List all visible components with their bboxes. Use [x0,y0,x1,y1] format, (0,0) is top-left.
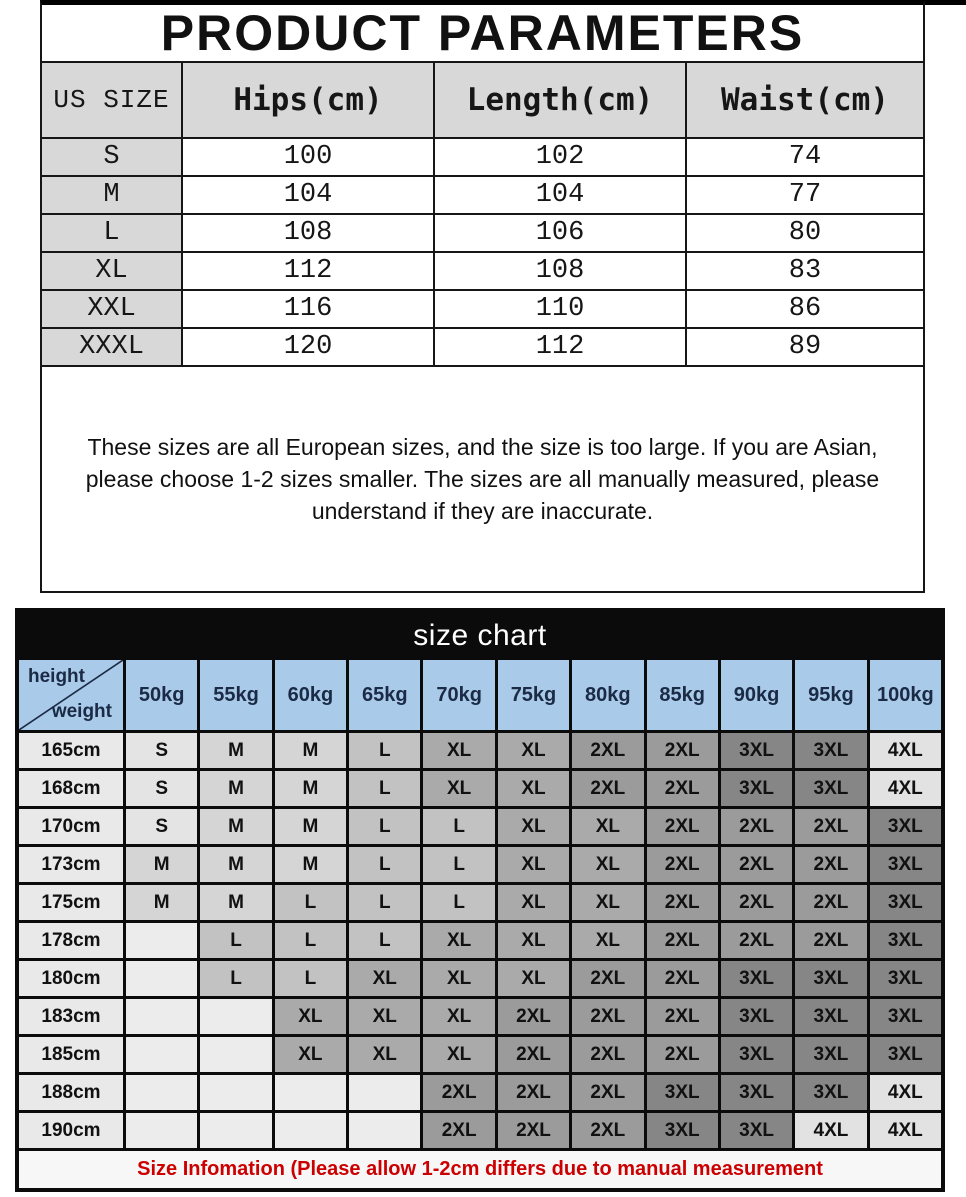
size-cell-empty [126,923,197,958]
weight-header-cell: 80kg [572,660,643,730]
height-cell: 190cm [19,1113,123,1148]
size-cell: 2XL [572,999,643,1034]
product-row-size-label: S [42,139,181,175]
size-cell: XL [498,733,569,768]
size-cell: XL [572,809,643,844]
size-cell: 3XL [721,1113,792,1148]
weight-header-cell: 90kg [721,660,792,730]
size-cell: M [275,771,346,806]
weight-header-cell: 100kg [870,660,941,730]
size-cell: 2XL [572,771,643,806]
height-cell: 173cm [19,847,123,882]
size-cell: 2XL [647,733,718,768]
size-cell: L [349,847,420,882]
size-cell-empty [200,999,271,1034]
size-cell: XL [498,847,569,882]
size-cell: 2XL [572,1075,643,1110]
size-cell: L [200,923,271,958]
size-cell: 2XL [721,885,792,920]
product-measurement-cell: 110 [435,291,685,327]
size-cell: 3XL [721,961,792,996]
size-cell: XL [275,1037,346,1072]
height-cell: 178cm [19,923,123,958]
weight-header-cell: 55kg [200,660,271,730]
size-cell: 2XL [647,1037,718,1072]
size-cell-empty [275,1075,346,1110]
size-cell-empty [126,999,197,1034]
size-cell: 2XL [647,923,718,958]
height-cell: 175cm [19,885,123,920]
size-cell: L [200,961,271,996]
size-cell: 4XL [795,1113,866,1148]
size-cell: 3XL [870,923,941,958]
size-cell: XL [498,771,569,806]
size-cell: M [200,847,271,882]
size-cell: 2XL [572,1113,643,1148]
size-cell: 3XL [795,961,866,996]
product-measurement-cell: 112 [183,253,433,289]
size-cell: 2XL [498,1037,569,1072]
size-cell: XL [423,1037,494,1072]
weight-label: weight [51,701,112,722]
product-measurement-cell: 77 [687,177,923,213]
size-cell: L [349,809,420,844]
size-cell: L [275,961,346,996]
size-cell: 3XL [795,1075,866,1110]
size-cell: 2XL [647,771,718,806]
size-cell: XL [498,809,569,844]
product-row-size-label: M [42,177,181,213]
size-cell-empty [200,1113,271,1148]
weight-header-cell: 60kg [275,660,346,730]
weight-header-cell: 75kg [498,660,569,730]
product-measurement-cell: 86 [687,291,923,327]
size-cell: 3XL [721,771,792,806]
size-note-area [42,367,923,591]
size-cell-empty [349,1113,420,1148]
size-cell: 2XL [572,733,643,768]
product-measurement-cell: 104 [183,177,433,213]
product-col-header-us-size: US SIZE [42,63,181,137]
size-cell: XL [498,923,569,958]
size-cell: 2XL [721,847,792,882]
size-cell: M [126,847,197,882]
size-cell: M [200,885,271,920]
product-measurement-cell: 89 [687,329,923,365]
size-cell: 4XL [870,733,941,768]
size-cell: L [423,847,494,882]
product-row-size-label: XXL [42,291,181,327]
size-cell: 2XL [423,1113,494,1148]
size-cell: 2XL [572,1037,643,1072]
product-col-header: Length(cm) [435,63,685,137]
size-cell: XL [349,999,420,1034]
product-measurement-cell: 102 [435,139,685,175]
size-cell: S [126,733,197,768]
product-measurement-cell: 100 [183,139,433,175]
product-measurement-cell: 108 [183,215,433,251]
size-cell-empty [200,1037,271,1072]
size-cell: XL [572,847,643,882]
size-cell: M [200,771,271,806]
size-cell: 2XL [721,809,792,844]
size-cell: XL [498,961,569,996]
size-cell: 2XL [647,961,718,996]
size-cell: L [423,885,494,920]
size-chart-footer-text: Size Infomation (Please allow 1-2cm differs due to manual measurement [137,1158,823,1180]
size-cell: L [349,885,420,920]
product-row-size-label: XXXL [42,329,181,365]
weight-header-cell: 70kg [423,660,494,730]
size-cell: 3XL [870,999,941,1034]
size-cell: S [126,809,197,844]
size-cell: L [275,885,346,920]
size-cell-empty [126,961,197,996]
size-cell: 2XL [721,923,792,958]
product-parameters-section [40,0,925,593]
height-cell: 165cm [19,733,123,768]
size-chart-section [15,608,945,1192]
size-cell: XL [349,1037,420,1072]
size-cell: 2XL [647,885,718,920]
weight-header-cell: 50kg [126,660,197,730]
size-cell: 3XL [795,771,866,806]
size-cell: L [349,771,420,806]
size-cell: 2XL [795,809,866,844]
height-cell: 180cm [19,961,123,996]
product-col-header: Hips(cm) [183,63,433,137]
height-cell: 185cm [19,1037,123,1072]
size-cell: 2XL [795,885,866,920]
size-cell: XL [498,885,569,920]
size-cell: 3XL [870,1037,941,1072]
product-col-header: Waist(cm) [687,63,923,137]
size-cell: 2XL [795,923,866,958]
size-cell: 2XL [795,847,866,882]
weight-header-cell: 65kg [349,660,420,730]
size-cell: 2XL [498,999,569,1034]
size-cell: M [126,885,197,920]
weight-header-cell: 85kg [647,660,718,730]
size-cell: XL [275,999,346,1034]
product-measurement-cell: 104 [435,177,685,213]
size-cell: 3XL [795,999,866,1034]
size-cell: XL [572,923,643,958]
size-cell-empty [126,1037,197,1072]
size-cell: XL [423,961,494,996]
size-cell-empty [200,1075,271,1110]
product-measurement-cell: 116 [183,291,433,327]
size-cell: 4XL [870,1113,941,1148]
product-measurement-cell: 120 [183,329,433,365]
size-cell: 3XL [795,1037,866,1072]
product-measurement-cell: 106 [435,215,685,251]
size-cell: XL [423,771,494,806]
size-cell: 3XL [647,1113,718,1148]
product-measurement-cell: 74 [687,139,923,175]
size-cell: XL [423,923,494,958]
size-cell: 3XL [870,847,941,882]
size-cell-empty [275,1113,346,1148]
size-cell-empty [349,1075,420,1110]
product-row-size-label: XL [42,253,181,289]
corner-cell [19,660,123,730]
size-cell: 2XL [572,961,643,996]
size-cell: M [200,733,271,768]
size-cell: XL [349,961,420,996]
height-cell: 168cm [19,771,123,806]
size-cell-empty [126,1113,197,1148]
height-cell: 183cm [19,999,123,1034]
product-measurement-cell: 108 [435,253,685,289]
size-cell: L [423,809,494,844]
size-cell: 3XL [870,885,941,920]
product-measurement-cell: 83 [687,253,923,289]
size-cell: 3XL [795,733,866,768]
size-chart-footer [19,1151,941,1188]
size-cell: XL [572,885,643,920]
size-cell: L [349,733,420,768]
size-cell: 3XL [721,1037,792,1072]
product-measurement-cell: 112 [435,329,685,365]
product-size-table [42,61,923,367]
weight-header-cell: 95kg [795,660,866,730]
size-cell: 2XL [647,999,718,1034]
size-cell: M [275,809,346,844]
size-cell: XL [423,999,494,1034]
size-cell: M [275,733,346,768]
size-cell: 2XL [498,1075,569,1110]
size-cell: 3XL [647,1075,718,1110]
product-row-size-label: L [42,215,181,251]
size-cell: 3XL [870,809,941,844]
size-cell: 2XL [647,847,718,882]
size-note-text: These sizes are all European sizes, and the size is too large. If you are Asian, please choose 1-2 sizes smaller. The sizes are all manually measured, please understand if they are inaccurate. [85,434,880,524]
size-cell: 2XL [647,809,718,844]
size-cell: L [349,923,420,958]
height-cell: 170cm [19,809,123,844]
size-chart-title: size chart [413,619,547,652]
size-cell: L [275,923,346,958]
size-cell: 3XL [870,961,941,996]
size-cell: 2XL [423,1075,494,1110]
product-measurement-cell: 80 [687,215,923,251]
height-label: height [28,666,85,687]
size-chart-grid [19,660,941,1148]
size-cell: 4XL [870,771,941,806]
size-cell: 2XL [498,1113,569,1148]
size-cell: 3XL [721,1075,792,1110]
size-cell: 3XL [721,733,792,768]
size-cell: 3XL [721,999,792,1034]
size-cell: M [275,847,346,882]
size-cell-empty [126,1075,197,1110]
size-cell: S [126,771,197,806]
size-cell: 4XL [870,1075,941,1110]
size-cell: M [200,809,271,844]
size-cell: XL [423,733,494,768]
height-cell: 188cm [19,1075,123,1110]
product-parameters-title: PRODUCT PARAMETERS [160,5,805,61]
